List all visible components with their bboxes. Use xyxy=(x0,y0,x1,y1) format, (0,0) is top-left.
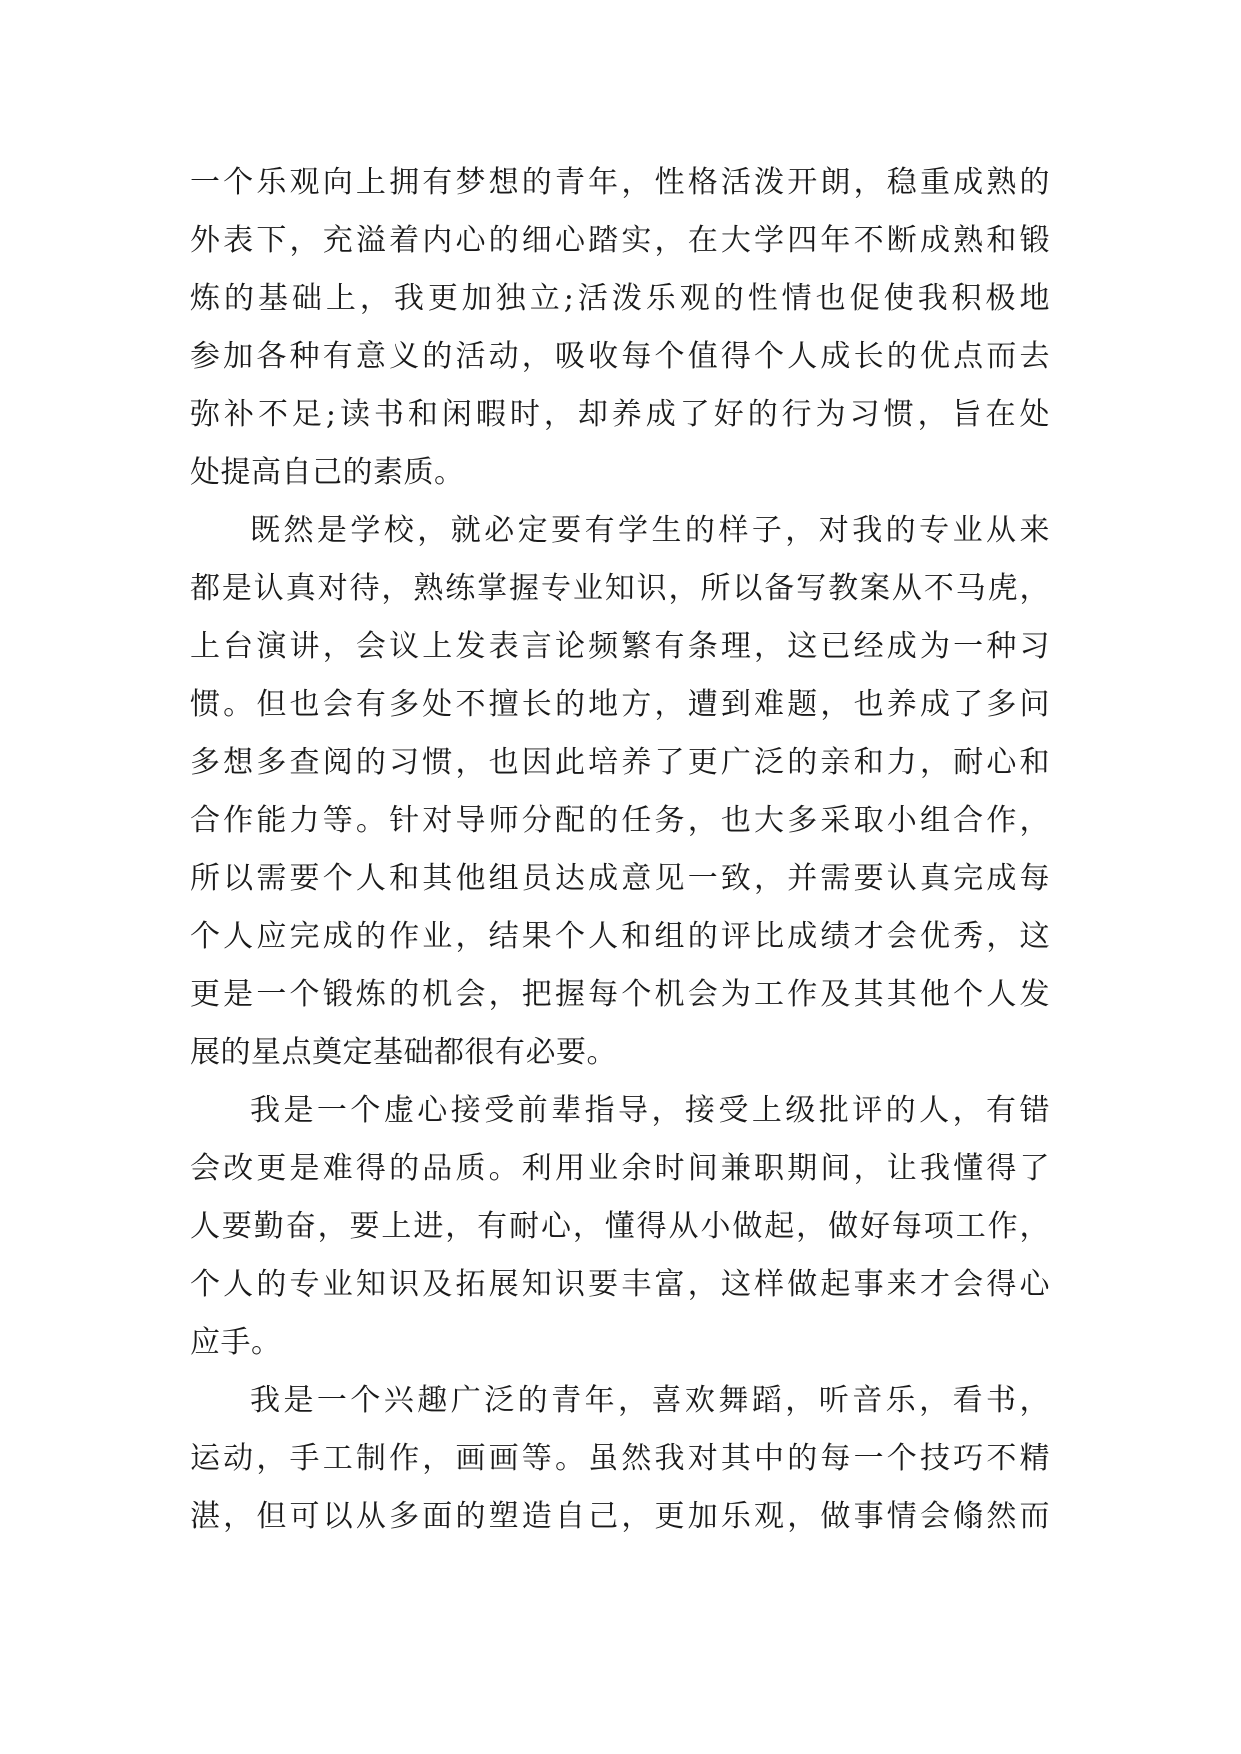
text-line: 个人的专业知识及拓展知识要丰富，这样做起事来才会得心 xyxy=(190,1267,1050,1302)
text-line: 外表下，充溢着内心的细心踏实，在大学四年不断成熟和锻 xyxy=(190,223,1050,258)
text-line: 展的星点奠定基础都很有必要。 xyxy=(190,1035,617,1070)
text-line: 一个乐观向上拥有梦想的青年，性格活泼开朗，稳重成熟的 xyxy=(190,165,1050,200)
text-line: 炼的基础上，我更加独立;活泼乐观的性情也促使我积极地 xyxy=(190,281,1050,316)
text-line: 湛，但可以从多面的塑造自己，更加乐观，做事情会翛然而 xyxy=(190,1499,1050,1534)
text-line: 我是一个兴趣广泛的青年，喜欢舞蹈，听音乐，看书， xyxy=(250,1383,1050,1418)
text-line: 惯。但也会有多处不擅长的地方，遭到难题，也养成了多问 xyxy=(190,687,1050,722)
text-line: 更是一个锻炼的机会，把握每个机会为工作及其其他个人发 xyxy=(190,977,1050,1012)
text-line: 都是认真对待，熟练掌握专业知识，所以备写教案从不马虎， xyxy=(190,571,1050,606)
text-line: 人要勤奋，要上进，有耐心，懂得从小做起，做好每项工作， xyxy=(190,1209,1050,1244)
text-line: 多想多查阅的习惯，也因此培养了更广泛的亲和力，耐心和 xyxy=(190,745,1050,780)
text-line: 既然是学校，就必定要有学生的样子，对我的专业从来 xyxy=(250,513,1050,548)
text-line: 应手。 xyxy=(190,1325,282,1360)
text-line: 弥补不足;读书和闲暇时，却养成了好的行为习惯，旨在处 xyxy=(190,397,1050,432)
text-line: 个人应完成的作业，结果个人和组的评比成绩才会优秀，这 xyxy=(190,919,1050,954)
text-line: 参加各种有意义的活动，吸收每个值得个人成长的优点而去 xyxy=(190,339,1050,374)
text-line: 合作能力等。针对导师分配的任务，也大多采取小组合作， xyxy=(190,803,1050,838)
text-line: 处提高自己的素质。 xyxy=(190,455,465,490)
text-line: 会改更是难得的品质。利用业余时间兼职期间，让我懂得了 xyxy=(190,1151,1050,1186)
document-body xyxy=(190,154,1050,1546)
text-line: 我是一个虚心接受前辈指导，接受上级批评的人，有错 xyxy=(250,1093,1050,1128)
text-line: 上台演讲，会议上发表言论频繁有条理，这已经成为一种习 xyxy=(190,629,1050,664)
text-line: 运动，手工制作，画画等。虽然我对其中的每一个技巧不精 xyxy=(190,1441,1050,1476)
text-line: 所以需要个人和其他组员达成意见一致，并需要认真完成每 xyxy=(190,861,1050,896)
